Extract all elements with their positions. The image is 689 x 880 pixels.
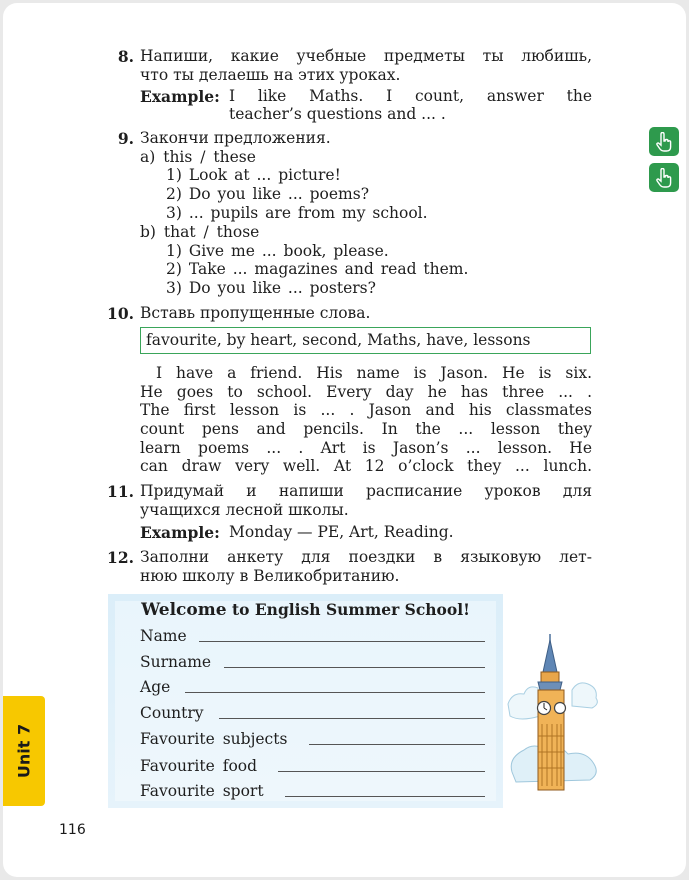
form-field-label-favourite-sport: Favourite sport bbox=[140, 782, 264, 800]
form-field-line-favourite-food[interactable] bbox=[278, 771, 485, 772]
exercise-10-text-line-5: learn poems ... . Art is Jason’s ... lesson. He bbox=[140, 439, 592, 457]
exercise-11-example-label: Example: bbox=[140, 523, 220, 542]
form-field-label-age: Age bbox=[140, 678, 171, 696]
form-field-line-name[interactable] bbox=[199, 641, 485, 642]
exercise-8-example-label: Example: bbox=[140, 87, 220, 106]
exercise-9-a-label: a) this / these bbox=[140, 148, 256, 166]
form-title bbox=[108, 600, 503, 620]
exercise-11-number: 11. bbox=[107, 482, 134, 501]
exercise-9-b-item-1: 1) Give me ... book, please. bbox=[166, 242, 389, 260]
exercise-9-a-item-1: 1) Look at ... picture! bbox=[166, 166, 341, 184]
exercise-9-b-label: b) that / those bbox=[140, 223, 260, 241]
exercise-10-text-line-2: He goes to school. Every day he has three ... . bbox=[140, 383, 592, 401]
form-field-label-name: Name bbox=[140, 627, 187, 645]
form-field-line-favourite-sport[interactable] bbox=[285, 796, 485, 797]
exercise-11-example-text: Monday — PE, Art, Reading. bbox=[229, 523, 454, 541]
hand-pointer-tab-1[interactable] bbox=[649, 127, 679, 156]
exercise-11-line-2: учащихся лесной школы. bbox=[140, 501, 349, 519]
exercise-12-line-2: нюю школу в Великобританию. bbox=[140, 567, 400, 585]
exercise-11-line-1: Придумай и напиши расписание уроков для bbox=[140, 482, 592, 500]
exercise-10-text-line-6: can draw very well. At 12 o’clock they ... lunch. bbox=[140, 457, 592, 475]
exercise-8-line-2: что ты делаешь на этих уроках. bbox=[140, 66, 401, 84]
exercise-8-line-1: Напиши, какие учебные предметы ты любишь, bbox=[140, 47, 592, 65]
form-field-line-favourite-subjects[interactable] bbox=[309, 744, 485, 745]
unit-tab bbox=[3, 696, 45, 806]
exercise-9-b-item-2: 2) Take ... magazines and read them. bbox=[166, 260, 469, 278]
exercise-9-title: Закончи предложения. bbox=[140, 129, 331, 147]
hand-pointer-icon bbox=[655, 168, 673, 188]
page-number: 116 bbox=[59, 822, 86, 838]
hand-pointer-tab-2[interactable] bbox=[649, 163, 679, 192]
exercise-10-title: Вставь пропущенные слова. bbox=[140, 304, 371, 322]
exercise-10-number: 10. bbox=[107, 304, 134, 323]
form-title-rest: to English Summer School! bbox=[231, 600, 470, 619]
exercise-9-number: 9. bbox=[117, 129, 134, 148]
summer-school-form bbox=[108, 594, 503, 808]
unit-tab-label: Unit 7 bbox=[14, 723, 34, 779]
hand-pointer-icon bbox=[655, 132, 673, 152]
form-field-line-country[interactable] bbox=[219, 718, 485, 719]
big-ben-illustration bbox=[506, 632, 600, 792]
form-field-line-surname[interactable] bbox=[224, 667, 485, 668]
form-field-label-country: Country bbox=[140, 704, 204, 722]
exercise-10-text-line-1: I have a friend. His name is Jason. He is six. bbox=[156, 364, 592, 382]
exercise-12-line-1: Заполни анкету для поездки в языковую лет- bbox=[140, 548, 592, 566]
word-bank-box: favourite, by heart, second, Maths, have, lessons bbox=[140, 327, 591, 354]
exercise-9-a-item-3: 3) ... pupils are from my school. bbox=[166, 204, 428, 222]
form-title-welcome: Welcome bbox=[141, 600, 227, 620]
exercise-8-example-line-1: I like Maths. I count, answer the bbox=[229, 87, 592, 105]
exercise-8-number: 8. bbox=[117, 47, 134, 66]
exercise-10-text-line-3: The first lesson is ... . Jason and his classmates bbox=[140, 401, 592, 419]
exercise-8-example-line-2: teacher’s questions and ... . bbox=[229, 105, 446, 123]
exercise-10-text-line-4: count pens and pencils. In the ... lesson they bbox=[140, 420, 592, 438]
exercise-9-a-item-2: 2) Do you like ... poems? bbox=[166, 185, 370, 203]
exercise-9-b-item-3: 3) Do you like ... posters? bbox=[166, 279, 376, 297]
form-field-label-favourite-food: Favourite food bbox=[140, 757, 258, 775]
form-field-line-age[interactable] bbox=[185, 692, 485, 693]
form-field-label-surname: Surname bbox=[140, 653, 212, 671]
form-field-label-favourite-subjects: Favourite subjects bbox=[140, 730, 288, 748]
exercise-12-number: 12. bbox=[107, 548, 134, 567]
